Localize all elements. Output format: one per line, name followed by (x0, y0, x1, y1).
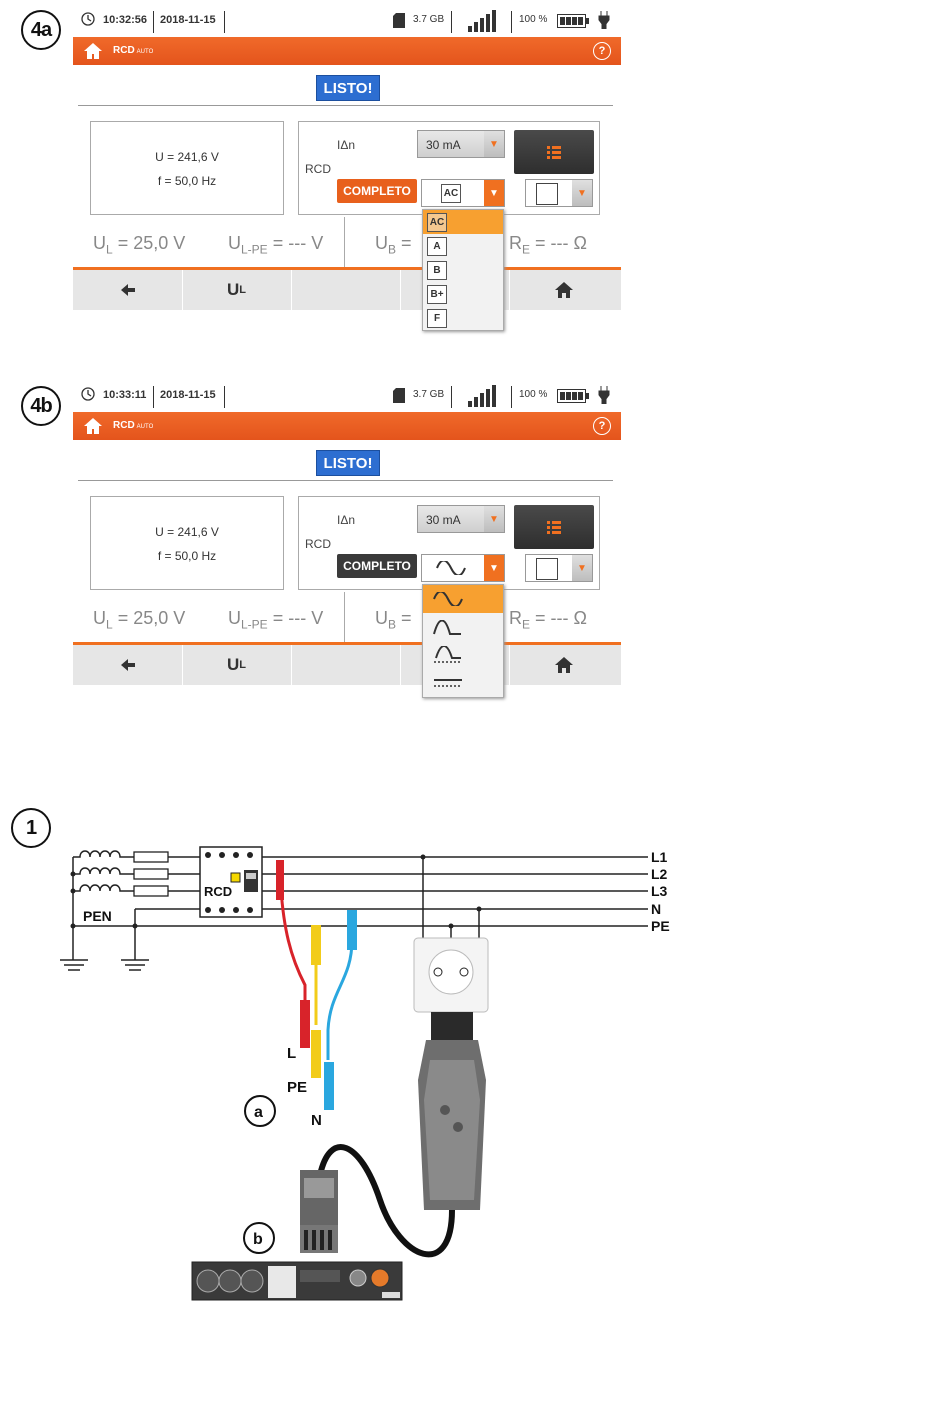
waveform-menu (422, 584, 504, 698)
option-dropdown[interactable] (525, 179, 593, 207)
bottom-toolbar (73, 267, 621, 310)
screen-4a (73, 5, 621, 337)
idn-dropdown[interactable]: 30 mA ▼ (417, 130, 505, 158)
storage-value: 3.7 GB (413, 389, 445, 400)
voltage-panel (90, 496, 284, 590)
idn-label: IΔn (337, 138, 356, 152)
ub-value: $U_B$ = (375, 233, 412, 257)
empty-button[interactable] (291, 270, 401, 310)
rcd-type-dropdown[interactable] (421, 179, 505, 207)
rcd-settings-panel (298, 121, 600, 215)
sd-card-icon (393, 13, 405, 28)
ul-value: $U_L = 25,0$ V (93, 233, 186, 257)
completo-button[interactable]: COMPLETO (337, 179, 417, 203)
menu-item-bplus[interactable]: B+ (423, 282, 503, 306)
rcd-label: RCD (305, 537, 331, 551)
rcd-box-label: RCD (204, 884, 233, 899)
chevron-down-icon: ▼ (484, 131, 504, 157)
dc-icon (433, 678, 463, 688)
checkbox-icon (536, 558, 558, 580)
plug-adapter (418, 1012, 486, 1210)
home-icon (555, 657, 573, 673)
status-bar (73, 380, 621, 412)
line-label-pe: PE (651, 918, 670, 934)
voltage-value: U = 241,6 V (155, 525, 219, 539)
rcd-settings-panel (298, 496, 600, 590)
re-value: $R_E$ = --- Ω (509, 233, 587, 257)
step-label-1: 1 (11, 808, 51, 848)
ulpe-value: $U_{L-PE}$ = --- V (228, 233, 324, 257)
menu-item-a[interactable]: A (423, 234, 503, 258)
menu-item-f[interactable]: F (423, 306, 503, 330)
help-icon[interactable]: ? (593, 42, 611, 60)
line-label-l1: L1 (651, 849, 668, 865)
line-label-n: N (651, 901, 662, 917)
battery-value: 100 % (519, 389, 548, 400)
chevron-down-icon: ▼ (484, 180, 504, 206)
home-icon[interactable] (83, 41, 103, 61)
back-button[interactable] (73, 645, 183, 685)
list-icon (547, 145, 561, 159)
pen-label: PEN (83, 908, 112, 924)
clock-date: 2018-11-15 (160, 14, 216, 26)
plug-icon (598, 386, 610, 404)
idn-dropdown[interactable]: 30 mA ▼ (417, 505, 505, 533)
clock-icon (81, 387, 95, 401)
home-button[interactable] (509, 270, 618, 310)
ul-button[interactable]: U L (182, 645, 292, 685)
step-label-4b: 4b (21, 386, 61, 426)
chevron-down-icon: ▼ (484, 555, 504, 581)
menu-item-dc[interactable] (423, 669, 503, 697)
plug-icon (598, 11, 610, 29)
empty-button[interactable] (291, 645, 401, 685)
menu-item-sine[interactable] (423, 585, 503, 613)
half-wave-icon (433, 620, 463, 636)
screen-4b (73, 380, 621, 712)
signal-icon (468, 385, 500, 407)
title-bar (73, 412, 621, 440)
callout-a: a (254, 1104, 263, 1121)
status-bar (73, 5, 621, 37)
rcd-type-selected: AC (441, 184, 461, 203)
clock-time: 10:32:56 (103, 14, 148, 26)
chevron-down-icon: ▼ (484, 506, 504, 532)
rcd-label: RCD (305, 162, 331, 176)
back-button[interactable] (73, 270, 183, 310)
voltage-panel (90, 121, 284, 215)
callout-b: b (253, 1231, 263, 1248)
rcd-type-menu (422, 209, 504, 331)
wiring-diagram (0, 800, 950, 1320)
back-arrow-icon (121, 284, 135, 296)
signal-icon (468, 10, 500, 32)
sine-wave-icon (433, 592, 463, 606)
option-dropdown[interactable] (525, 554, 593, 582)
back-arrow-icon (121, 659, 135, 671)
chevron-down-icon: ▼ (572, 555, 592, 581)
list-icon (547, 520, 561, 534)
battery-value: 100 % (519, 14, 548, 25)
home-icon (555, 282, 573, 298)
sd-card-icon (393, 388, 405, 403)
battery-icon (557, 389, 589, 403)
lead-label-n: N (311, 1112, 322, 1129)
clock-date: 2018-11-15 (160, 389, 216, 401)
lead-label-l: L (287, 1045, 297, 1062)
frequency-value: f = 50,0 Hz (157, 174, 217, 188)
storage-value: 3.7 GB (413, 14, 445, 25)
chevron-down-icon: ▼ (572, 180, 592, 206)
step-label-4a: 4a (21, 10, 61, 50)
clock-icon (81, 12, 95, 26)
ul-button[interactable]: U L (182, 270, 292, 310)
menu-item-b[interactable]: B (423, 258, 503, 282)
ub-value: $U_B$ = (375, 608, 412, 632)
completo-button[interactable]: COMPLETO (337, 554, 417, 578)
frequency-value: f = 50,0 Hz (157, 549, 217, 563)
line-label-l3: L3 (651, 883, 668, 899)
half-wave-dc-icon (433, 646, 463, 664)
battery-icon (557, 14, 589, 28)
ul-value: $U_L = 25,0$ V (93, 608, 186, 632)
waveform-dropdown[interactable] (421, 554, 505, 582)
clock-time: 10:33:11 (103, 389, 147, 401)
menu-item-half-wave-dc[interactable] (423, 641, 503, 669)
meter-panel (192, 1262, 402, 1300)
status-badge: LISTO! (316, 75, 380, 101)
title-bar (73, 37, 621, 65)
line-label-l2: L2 (651, 866, 668, 882)
screen-title: RCD AUTO (113, 420, 154, 431)
screen-title: RCD AUTO (113, 45, 154, 56)
re-value: $R_E$ = --- Ω (509, 608, 587, 632)
menu-item-ac[interactable]: AC (423, 210, 503, 234)
idn-label: IΔn (337, 513, 356, 527)
home-icon[interactable] (83, 416, 103, 436)
menu-item-half-wave[interactable] (423, 613, 503, 641)
bottom-toolbar (73, 642, 621, 685)
lead-label-pe: PE (287, 1079, 308, 1096)
home-button[interactable] (509, 645, 618, 685)
help-icon[interactable]: ? (593, 417, 611, 435)
menu-button[interactable] (514, 505, 594, 549)
checkbox-icon (536, 183, 558, 205)
sine-wave-icon (436, 561, 466, 575)
status-badge: LISTO! (316, 450, 380, 476)
menu-button[interactable] (514, 130, 594, 174)
voltage-value: U = 241,6 V (155, 150, 219, 164)
ulpe-value: $U_{L-PE}$ = --- V (228, 608, 324, 632)
